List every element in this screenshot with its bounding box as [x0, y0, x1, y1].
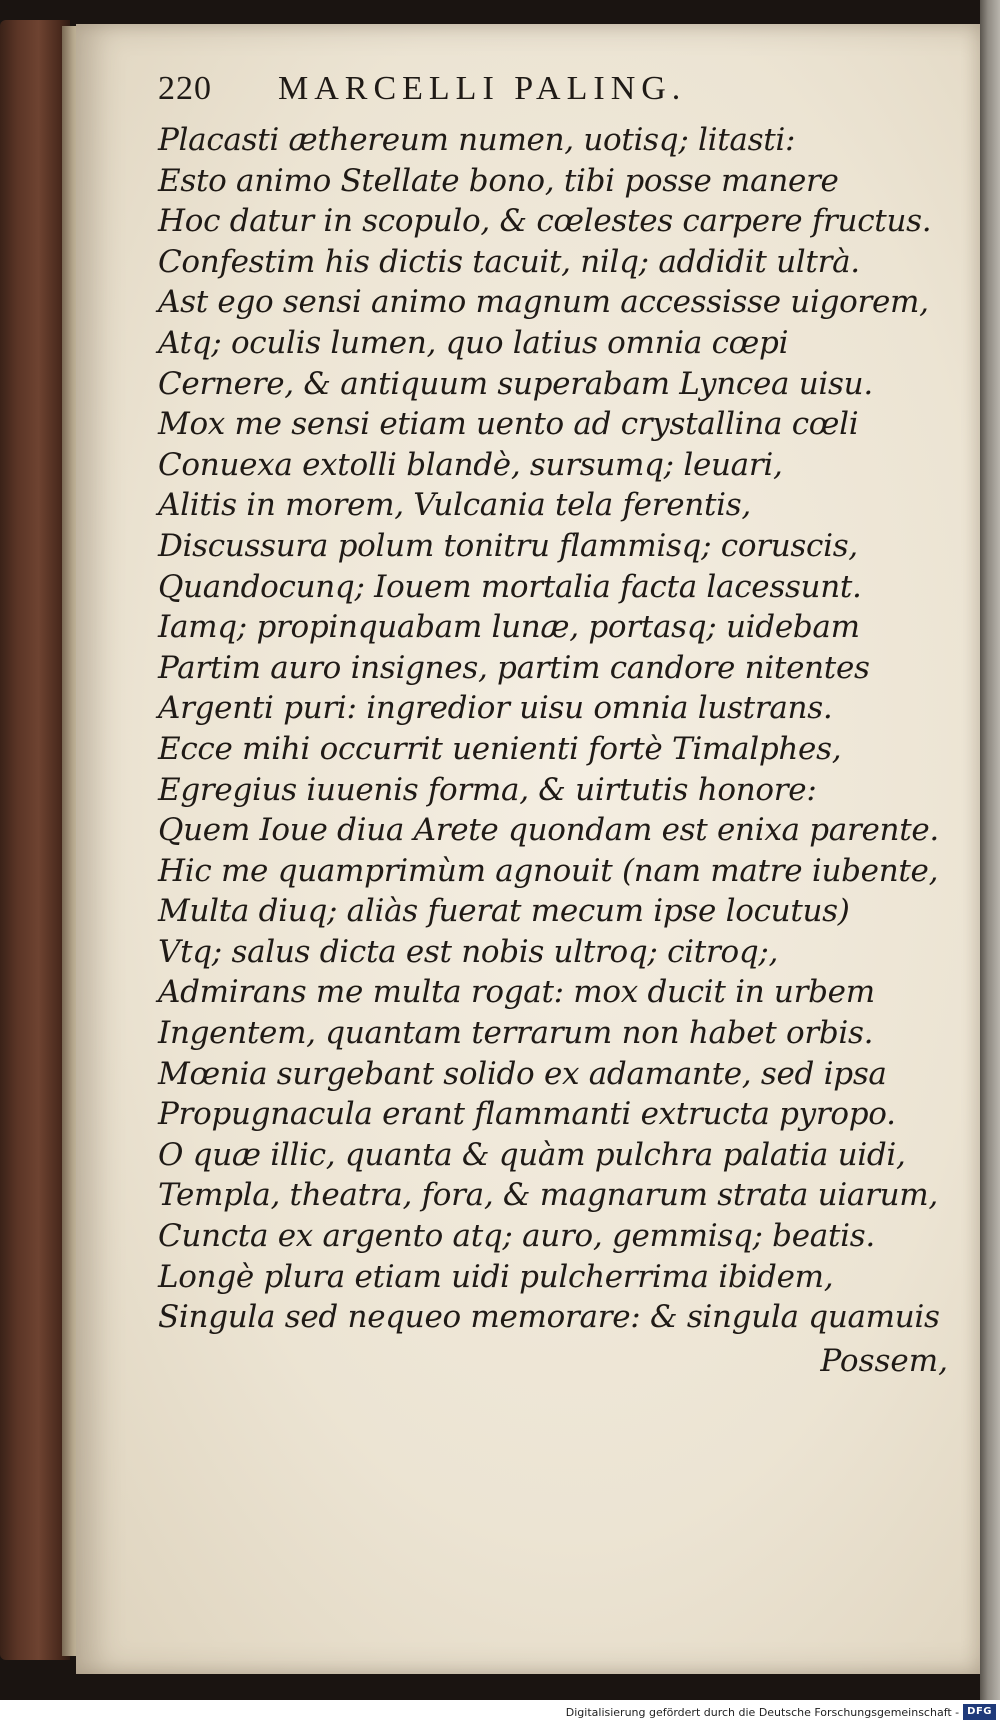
verse-line: Vtq; salus dicta est nobis ultroq; citroq;, — [158, 933, 779, 970]
verse-line: Hic me quamprimùm agnouit (nam matre iubente, — [158, 852, 939, 889]
verse-line: Placasti æthereum numen, uotisq; litasti: — [158, 122, 796, 158]
verse-line: Conuexa extolli blandè, sursumq; leuari, — [158, 446, 783, 483]
verse-line: Quandocunq; Iouem mortalia facta lacessunt. — [158, 568, 862, 605]
verse-line: Cernere, & antiquum superabam Lyncea uisu. — [158, 365, 873, 402]
verse-line: Discussura polum tonitru flammisq; coruscis, — [158, 527, 858, 564]
dfg-logo: DFG — [963, 1704, 996, 1720]
verse-line: Alitis in morem, Vulcania tela ferentis, — [158, 487, 751, 524]
running-title: MARCELLI PALING. — [278, 70, 687, 107]
verse-line: Partim auro insignes, partim candore nitentes — [158, 649, 870, 686]
verse-line: Mœnia surgebant solido ex adamante, sed ipsa — [158, 1055, 887, 1092]
verse-line: Quem Ioue diua Arete quondam est enixa parente. — [158, 812, 939, 849]
verse-line: Templa, theatra, fora, & magnarum strata uiarum, — [158, 1177, 938, 1214]
verse-line: Argenti puri: ingredior uisu omnia lustrans. — [158, 690, 833, 727]
verse-line: Esto animo Stellate bono, tibi posse manere — [158, 162, 839, 199]
verse-line: Mox me sensi etiam uento ad crystallina cœli — [158, 406, 859, 443]
verse-line: Ingentem, quantam terrarum non habet orbis. — [158, 1015, 874, 1052]
verse-line: Hoc datur in scopulo, & cœlestes carpere fructus. — [158, 203, 932, 240]
verse-line: Cuncta ex argento atq; auro, gemmisq; beatis. — [158, 1218, 875, 1255]
verse-line: Admirans me multa rogat: mox ducit in urbem — [158, 974, 875, 1011]
verse-line: Egregius iuuenis forma, & uirtutis honore: — [158, 771, 817, 808]
verse-line: Ast ego sensi animo magnum accessisse uigorem, — [158, 284, 929, 321]
scan-edge — [980, 0, 1000, 1700]
page-number: 220 — [158, 70, 212, 107]
footer-bar — [0, 1700, 1000, 1724]
verse-line: Singula sed nequeo memorare: & singula quamuis — [158, 1299, 940, 1336]
verse-line: Ecce mihi occurrit uenienti fortè Timalphes, — [158, 730, 842, 767]
verse-line: Longè plura etiam uidi pulcherrima ibidem, — [158, 1258, 834, 1295]
verse-list — [158, 120, 958, 1338]
text-block — [158, 70, 958, 1384]
verse-line: Iamq; propinquabam lunæ, portasq; uidebam — [158, 609, 860, 646]
verse-line: Confestim his dictis tacuit, nilq; addidit ultrà. — [158, 243, 860, 280]
running-head — [158, 70, 958, 120]
verse-line: Atq; oculis lumen, quo latius omnia cœpi — [158, 324, 789, 361]
verse-line: O quæ illic, quanta & quàm pulchra palatia uidi, — [158, 1136, 906, 1173]
funding-credit: Digitalisierung gefördert durch die Deutsche Forschungsgemeinschaft - — [565, 1705, 960, 1719]
verse-line: Multa diuq; aliàs fuerat mecum ipse locutus) — [158, 893, 850, 930]
book-binding — [0, 20, 70, 1660]
verse-line: Propugnacula erant flammanti extructa pyropo. — [158, 1096, 896, 1133]
catchword: Possem, — [820, 1342, 948, 1379]
